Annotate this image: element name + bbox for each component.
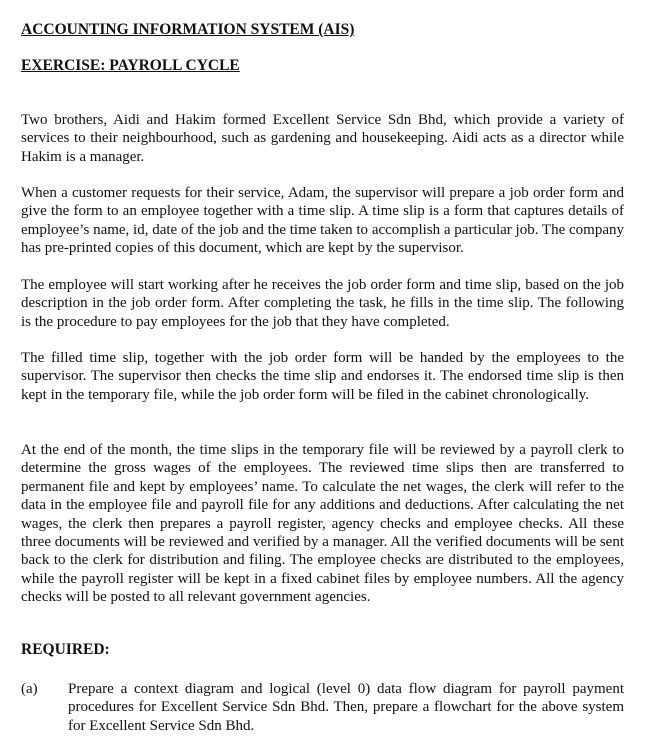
question-text: Prepare a context diagram and logical (level 0) data flow diagram for payroll payment procedures for Excellent Service Sdn Bhd. Then, prepare a flowchart for the above system for Excellent Service Sdn Bhd.	[68, 681, 624, 734]
paragraph-month-end: At the end of the month, the time slips in the temporary file will be reviewed by a payroll clerk to determine the gross wages of the employees. The reviewed time slips then are transferred to permanent file and kept by employees’ name. To calculate the net wages, the clerk will refer to the data in the employee file and payroll file for any additions and deductions. After calculating the net wages, the clerk then prepares a payroll register, agency checks and employee checks. All these three documents will be reviewed and verified by a manager. All the verified documents will be sent back to the clerk for distribution and filing. The employee checks are distributed to the employees, while the payroll register will be kept in a fixed cabinet files by employee numbers. All the agency checks will be posted to all relevant government agencies.	[21, 442, 624, 606]
paragraph-employee-work: The employee will start working after he receives the job order form and time slip, based on the job description in the job order form. After completing the task, he fills in the time slip. The following is the procedure to pay employees for the job that they have completed.	[21, 277, 624, 330]
question-label: (a)	[21, 681, 38, 697]
required-heading: REQUIRED:	[21, 641, 110, 658]
exercise-title: EXERCISE: PAYROLL CYCLE	[21, 57, 240, 74]
paragraph-intro: Two brothers, Aidi and Hakim formed Excellent Service Sdn Bhd, which provide a variety of services to their neighbourhood, such as gardening and housekeeping. Aidi acts as a director while Hakim is a manager.	[21, 112, 624, 165]
document-title: ACCOUNTING INFORMATION SYSTEM (AIS)	[21, 21, 355, 38]
paragraph-job-order: When a customer requests for their service, Adam, the supervisor will prepare a job order form and give the form to an employee together with a time slip. A time slip is a form that captures details of employee’s name, id, date of the job and the time taken to accomplish a particular job. The company has pre-printed copies of this document, which are kept by the supervisor.	[21, 185, 624, 257]
paragraph-time-slip: The filled time slip, together with the job order form will be handed by the employees to the supervisor. The supervisor then checks the time slip and endorses it. The endorsed time slip is then kept in the temporary file, while the job order form will be filed in the cabinet chronologically.	[21, 350, 624, 403]
